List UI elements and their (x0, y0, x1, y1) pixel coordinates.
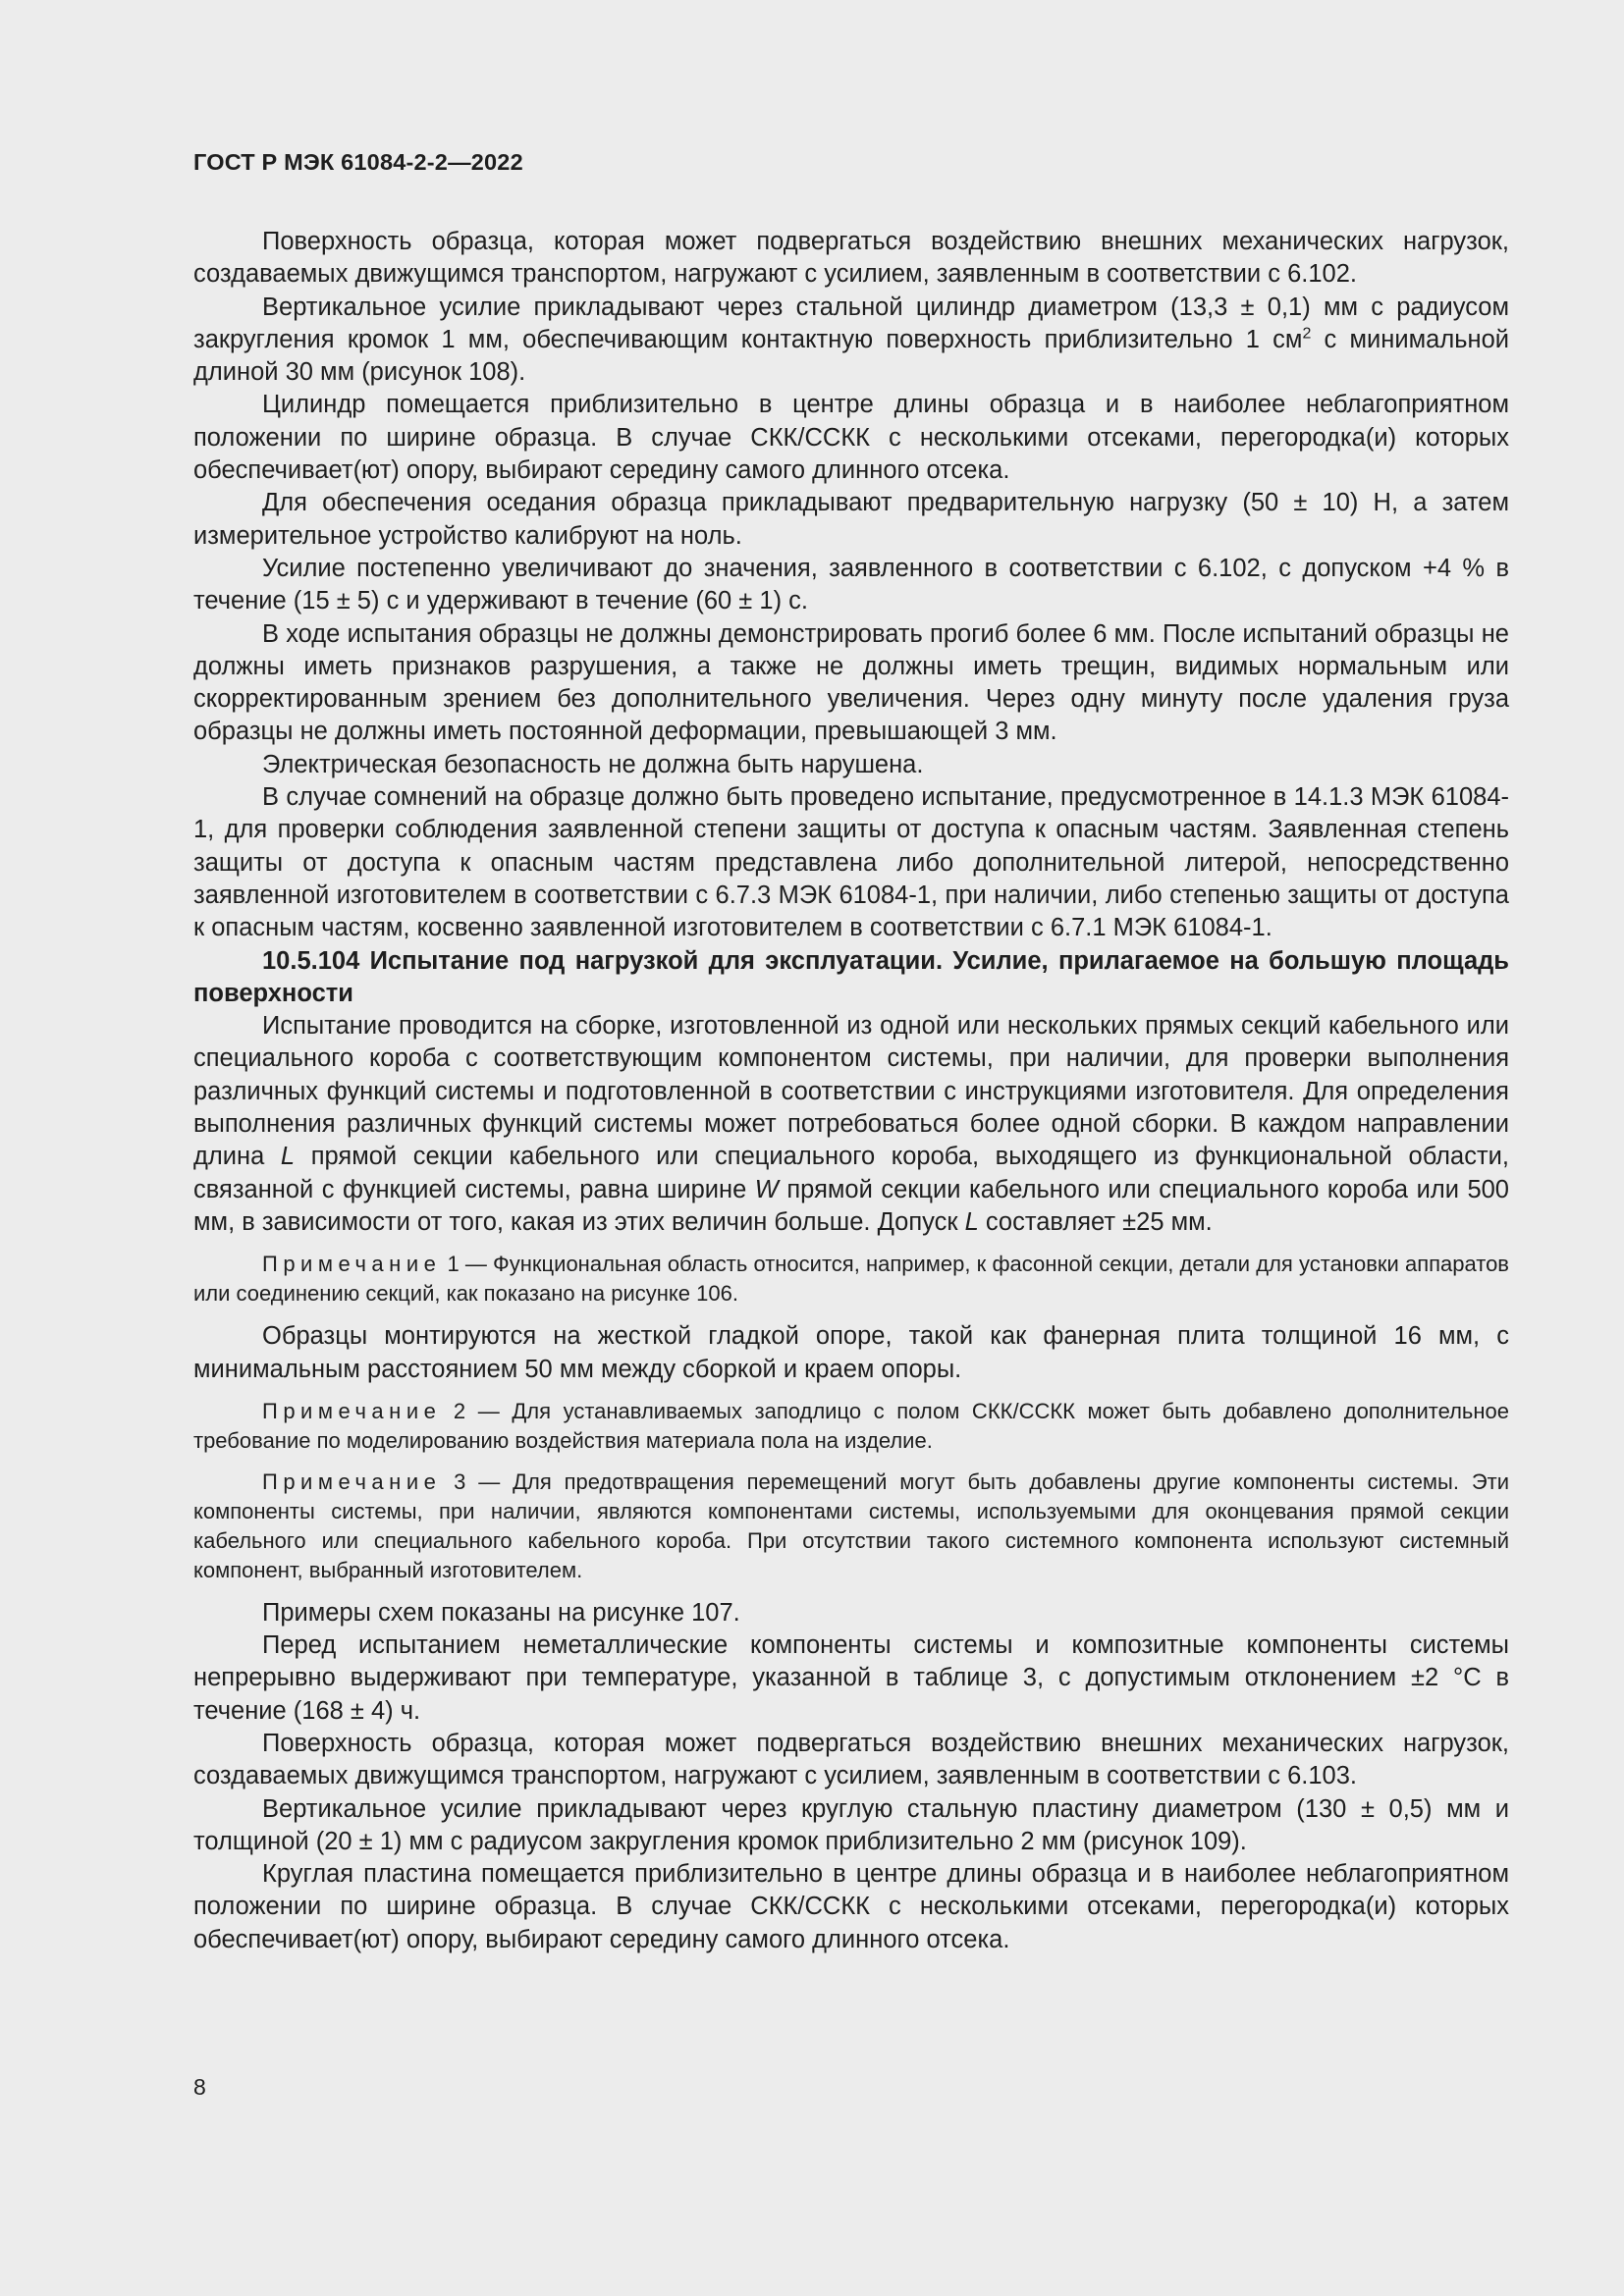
paragraph: Вертикальное усилие прикладывают через круглую стальную пластину диаметром (130 ± 0,5) мм и толщиной (20 ± 1) мм с радиусом закругления кромок приблизительно 2 мм (рисунок 109). (193, 1794, 1509, 1855)
note-text: 1 — Функциональная область относится, например, к фасонной секции, детали для установки аппаратов или соединению секций, как показано на рисунке 106. (193, 1252, 1509, 1307)
paragraph-text: прямой секции кабельного или специального короба, выходящего из функциональной области, связанной с функцией системы, равна ширине (193, 1143, 1509, 1203)
variable-symbol: W (754, 1175, 779, 1203)
note-text: 3 — Для предотвращения перемещений могут быть добавлены другие компоненты системы. Эти компоненты системы, при наличии, являются компонентами системы, используемыми для оконцевания прямой секции кабельного или специального кабельного короба. При отсутствии такого системного компонента используют системный компонент, выбранный изготовителем. (193, 1468, 1509, 1582)
paragraph: Поверхность образца, которая может подвергаться воздействию внешних механических нагрузок, создаваемых движущимся транспортом, нагружают с усилием, заявленным в соответствии с 6.103. (193, 1729, 1509, 1790)
note (193, 1468, 1509, 1585)
document-body (193, 226, 1509, 1956)
paragraph: В случае сомнений на образце должно быть проведено испытание, предусмотренное в 14.1.3 МЭК 61084-1, для проверки соблюдения заявленной степени защиты от доступа к опасным частям. Заявленная степень защиты от доступа к опасным частям представлена либо дополнительной литерой, непосредственно заявленной изготовителем в соответствии с 6.7.3 МЭК 61084-1, при наличии, либо степенью защиты от доступа к опасным частям, косвенно заявленной изготовителем в соответствии с 6.7.1 МЭК 61084-1. (193, 783, 1509, 942)
page-number: 8 (193, 2074, 206, 2100)
note-label: Примечание (262, 1398, 442, 1423)
paragraph: В ходе испытания образцы не должны демонстрировать прогиб более 6 мм. После испытаний образцы не должны иметь признаков разрушения, а также не должны иметь трещин, видимых нормальным или скорректированным зрением без дополнительного увеличения. Через одну минуту после удаления груза образцы не должны иметь постоянной деформации, превышающей 3 мм. (193, 619, 1509, 746)
paragraph-text: с минимальной длиной 30 мм (рисунок 108). (193, 325, 1509, 387)
note-label: Примечание (262, 1468, 442, 1494)
superscript: 2 (1302, 325, 1312, 343)
paragraph: Перед испытанием неметаллические компоненты системы и композитные компоненты системы непрерывно выдерживают при температуре, указанной в таблице 3, с допустимым отклонением ±2 °С в течение (168 ± 4) ч. (193, 1631, 1509, 1725)
paragraph-text: составляет ±25 мм. (978, 1207, 1213, 1236)
paragraph (193, 1010, 1509, 1239)
document-header: ГОСТ Р МЭК 61084-2-2—2022 (193, 149, 523, 175)
variable-symbol: L (280, 1143, 296, 1171)
section-heading: 10.5.104 Испытание под нагрузкой для эксплуатации. Усилие, прилагаемое на большую площадь поверхности (193, 946, 1509, 1007)
note (193, 1250, 1509, 1308)
note-text: 2 — Для устанавливаемых заподлицо с полом СКК/ССКК может быть добавлено дополнительное требование по моделированию воздействия материала пола на изделие. (193, 1398, 1509, 1453)
paragraph-text: Испытание проводится на сборке, изготовленной из одной или нескольких прямых секций кабельного или специального короба с соответствующим компонентом системы, при наличии, для проверки выполнения различных функций системы и подготовленной в соответствии с инструкциями изготовителя. Для определения выполнения различных функций системы может потребоваться более одной сборки. В каждом направлении длина (193, 1012, 1509, 1171)
variable-symbol: L (964, 1207, 979, 1236)
paragraph (193, 292, 1509, 390)
paragraph: Поверхность образца, которая может подвергаться воздействию внешних механических нагрузок, создаваемых движущимся транспортом, нагружают с усилием, заявленным в соответствии с 6.102. (193, 228, 1509, 289)
paragraph: Усилие постепенно увеличивают до значения, заявленного в соответствии с 6.102, с допуском +4 % в течение (15 ± 5) с и удерживают в течение (60 ± 1) с. (193, 554, 1509, 615)
paragraph-text: прямой секции кабельного или специального короба или 500 мм, в зависимости от того, какая из этих величин больше. Допуск (193, 1175, 1509, 1236)
paragraph: Образцы монтируются на жесткой гладкой опоре, такой как фанерная плита толщиной 16 мм, с минимальным расстоянием 50 мм между сборкой и краем опоры. (193, 1322, 1509, 1383)
note-label: Примечание (262, 1252, 442, 1277)
note (193, 1397, 1509, 1456)
paragraph-text: Вертикальное усилие прикладывают через стальной цилиндр диаметром (13,3 ± 0,1) мм с радиусом закругления кромок 1 мм, обеспечивающим контактную поверхность приблизительно 1 см (193, 293, 1509, 353)
paragraph: Цилиндр помещается приблизительно в центре длины образца и в наиболее неблагоприятном положении по ширине образца. В случае СКК/ССКК с несколькими отсеками, перегородка(и) которых обеспечивает(ют) опору, выбирают середину самого длинного отсека. (193, 391, 1509, 485)
paragraph: Электрическая безопасность не должна быть нарушена. (262, 750, 924, 778)
paragraph: Для обеспечения оседания образца прикладывают предварительную нагрузку (50 ± 10) Н, а затем измерительное устройство калибруют на ноль. (193, 489, 1509, 550)
paragraph: Круглая пластина помещается приблизительно в центре длины образца и в наиболее неблагоприятном положении по ширине образца. В случае СКК/ССКК с несколькими отсеками, перегородка(и) которых обеспечивает(ют) опору, выбирают середину самого длинного отсека. (193, 1860, 1509, 1953)
paragraph: Примеры схем показаны на рисунке 107. (262, 1598, 740, 1627)
